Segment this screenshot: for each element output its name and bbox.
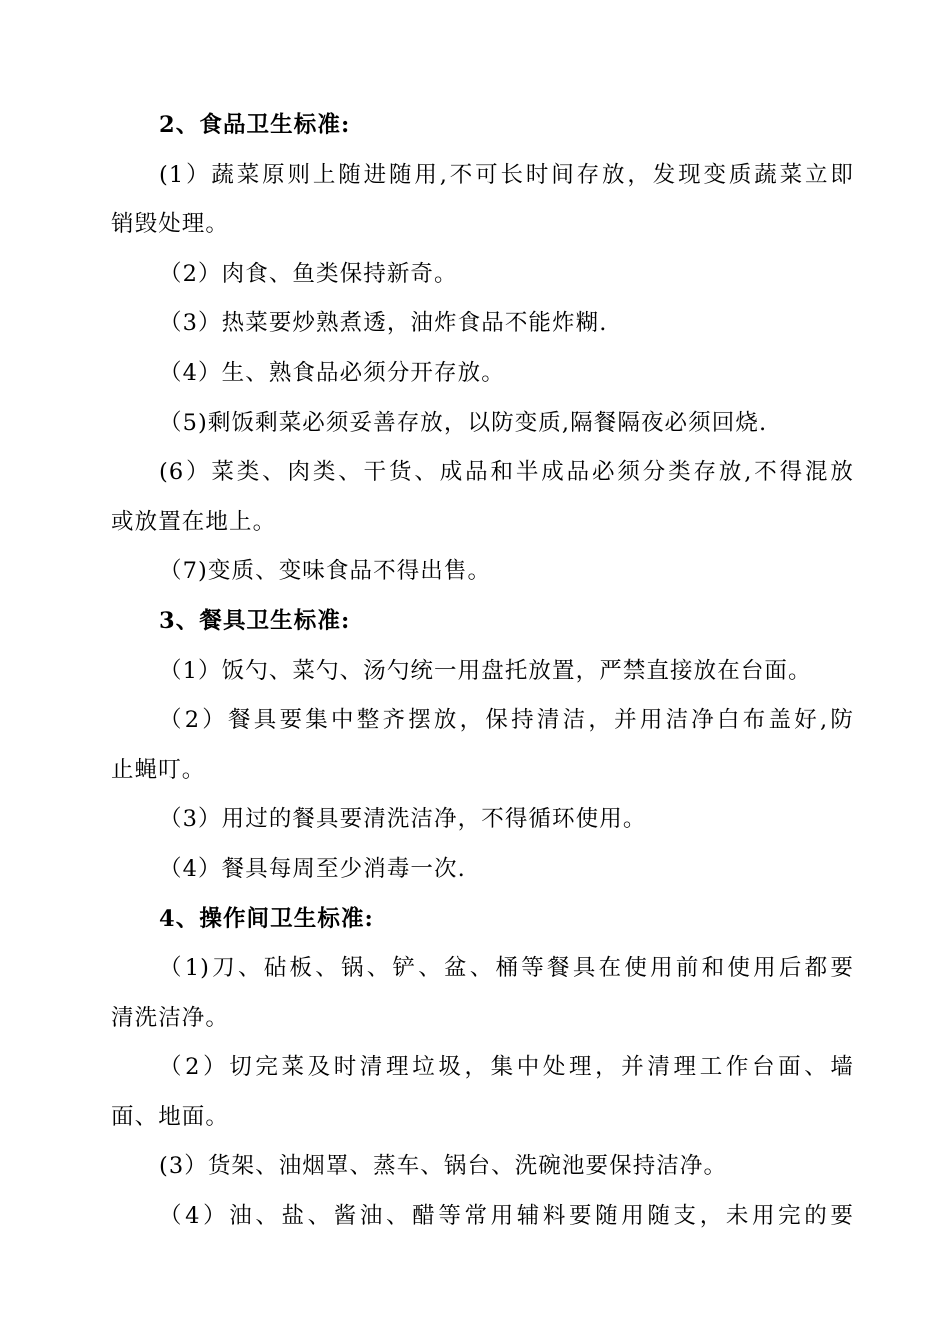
paragraph-line: 销毁处理。: [111, 211, 230, 238]
paragraph-line: （4）餐具每周至少消毒一次.: [159, 855, 466, 882]
paragraph-line: （2）餐具要集中整齐摆放，保持清洁，并用洁净白布盖好,防: [159, 707, 854, 734]
heading-workroom-hygiene: 4、操作间卫生标准:: [159, 905, 374, 932]
paragraph-line: （3）用过的餐具要清洗洁净，不得循环使用。: [159, 806, 647, 833]
paragraph-line: （4）生、熟食品必须分开存放。: [159, 359, 505, 386]
paragraph-line: 或放置在地上。: [111, 508, 277, 535]
paragraph-line: (1）蔬菜原则上随进随用,不可长时间存放，发现变质蔬菜立即: [159, 161, 854, 188]
paragraph-line: （2）切完菜及时清理垃圾，集中处理，并清理工作台面、墙: [159, 1054, 854, 1081]
heading-food-hygiene: 2、食品卫生标准:: [159, 112, 351, 138]
paragraph-line: 清洗洁净。: [111, 1004, 230, 1031]
paragraph-line: （1)刀、砧板、锅、铲、盆、桶等餐具在使用前和使用后都要: [159, 955, 854, 982]
heading-tableware-hygiene: 3、餐具卫生标准:: [159, 607, 351, 634]
paragraph-line: （1）饭勺、菜勺、汤勺统一用盘托放置，严禁直接放在台面。: [159, 657, 812, 684]
paragraph-line: 面、地面。: [111, 1103, 230, 1130]
paragraph-line: （7)变质、变味食品不得出售。: [159, 558, 492, 585]
paragraph-line: （5)剩饭剩菜必须妥善存放，以防变质,隔餐隔夜必须回烧.: [159, 409, 768, 436]
paragraph-line: (6）菜类、肉类、干货、成品和半成品必须分类存放,不得混放: [159, 459, 854, 486]
paragraph-line: （2）肉食、鱼类保持新奇。: [159, 260, 458, 287]
paragraph-line: （4）油、盐、酱油、醋等常用辅料要随用随支，未用完的要: [159, 1203, 854, 1230]
paragraph-line: (3）货架、油烟罩、蒸车、锅台、洗碗池要保持洁净。: [159, 1153, 728, 1180]
paragraph-line: 止蝇叮。: [111, 756, 206, 783]
paragraph-line: （3）热菜要炒熟煮透，油炸食品不能炸糊.: [159, 310, 608, 337]
